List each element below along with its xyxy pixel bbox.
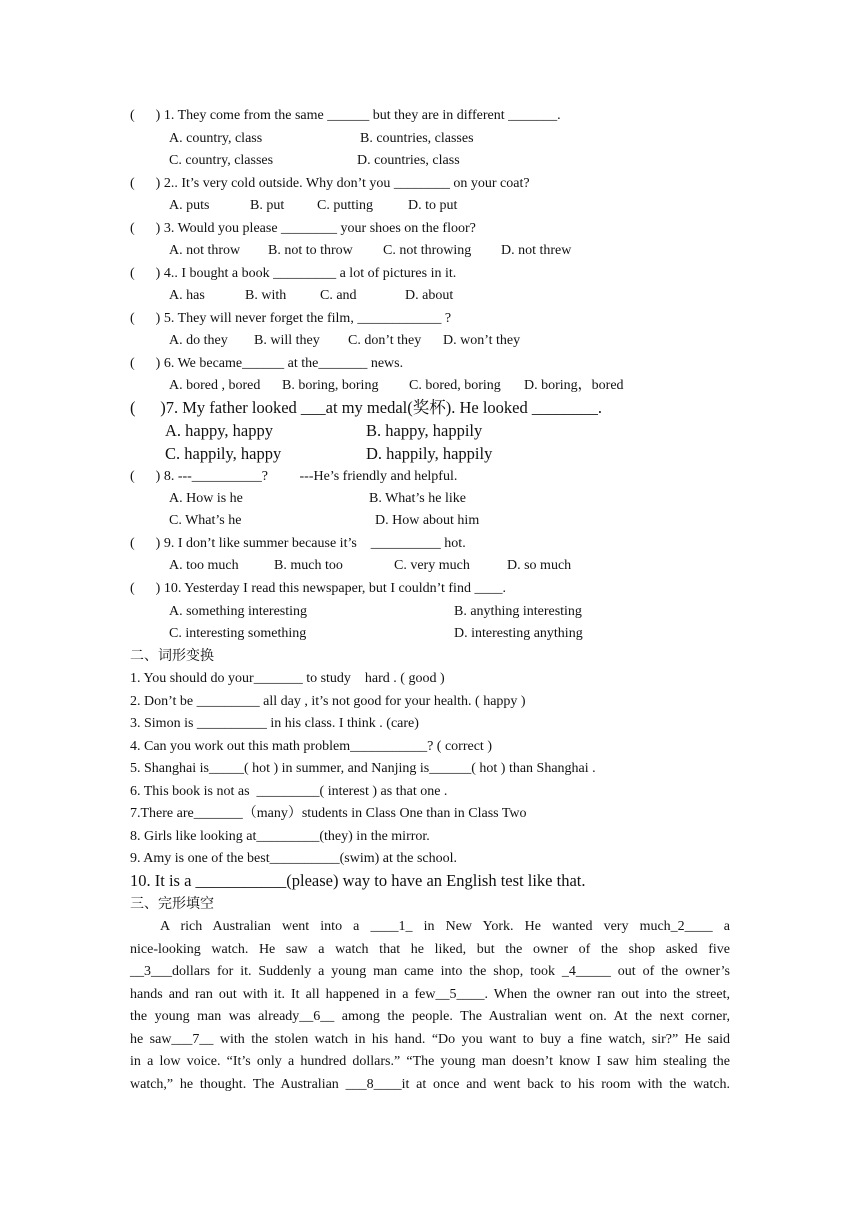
word-form-item-7: 7.There are_______（many）students in Class One than in Class Two bbox=[130, 806, 527, 821]
word-form-item-8: 8. Girls like looking at_________(they) in the mirror. bbox=[130, 829, 430, 844]
q3-option-a: A. not throw bbox=[169, 243, 241, 258]
q7-option-b: B. happy, happily bbox=[366, 421, 483, 440]
q8-option-d: D. How about him bbox=[375, 513, 480, 528]
question-7-stem: ( )7. My father looked ___at my medal(奖杯). He looked ________. bbox=[130, 398, 602, 417]
question-10-stem: ( ) 10. Yesterday I read this newspaper, but I couldn’t find ____. bbox=[130, 581, 506, 596]
q1-option-a: A. country, class bbox=[169, 131, 263, 146]
cloze-line-8: watch,” he thought. The Australian ___8____it at once and went back to his room with the watch. bbox=[130, 1077, 730, 1092]
q2-option-c: C. putting bbox=[317, 198, 374, 213]
q5-option-c: C. don’t they bbox=[348, 333, 422, 348]
q6-option-a: A. bored , bored bbox=[169, 378, 261, 393]
q9-option-c: C. very much bbox=[394, 558, 470, 573]
question-4-stem: ( ) 4.. I bought a book _________ a lot of pictures in it. bbox=[130, 266, 457, 281]
cloze-line-4: hands and ran out with it. It all happened in a few__5____. When the owner ran out into the street, bbox=[130, 987, 730, 1002]
q4-option-a: A. has bbox=[169, 288, 205, 303]
word-form-item-1: 1. You should do your_______ to study hard . ( good ) bbox=[130, 671, 445, 686]
q6-option-b: B. boring, boring bbox=[282, 378, 379, 393]
section-2-title: 二、词形变换 bbox=[130, 648, 214, 664]
question-2-stem: ( ) 2.. It’s very cold outside. Why don’t you ________ on your coat? bbox=[130, 176, 530, 191]
q5-option-a: A. do they bbox=[169, 333, 228, 348]
q10-option-c: C. interesting something bbox=[169, 626, 307, 641]
cloze-line-2: nice-looking watch. He saw a watch that he liked, but the owner of the shop asked five bbox=[130, 942, 730, 957]
q4-option-d: D. about bbox=[405, 288, 454, 303]
q10-option-b: B. anything interesting bbox=[454, 604, 582, 619]
q2-option-d: D. to put bbox=[408, 198, 458, 213]
q3-option-b: B. not to throw bbox=[268, 243, 353, 258]
q2-option-b: B. put bbox=[250, 198, 285, 213]
q3-option-d: D. not threw bbox=[501, 243, 572, 258]
question-3-stem: ( ) 3. Would you please ________ your shoes on the floor? bbox=[130, 221, 476, 236]
q10-option-a: A. something interesting bbox=[169, 604, 308, 619]
q7-option-c: C. happily, happy bbox=[165, 444, 282, 463]
q8-option-b: B. What’s he like bbox=[369, 491, 466, 506]
question-1-stem: ( ) 1. They come from the same ______ but they are in different _______. bbox=[130, 108, 561, 123]
q5-option-b: B. will they bbox=[254, 333, 320, 348]
q2-option-a: A. puts bbox=[169, 198, 210, 213]
q4-option-c: C. and bbox=[320, 288, 357, 303]
word-form-item-2: 2. Don’t be _________ all day , it’s not good for your health. ( happy ) bbox=[130, 694, 526, 709]
q5-option-d: D. won’t they bbox=[443, 333, 521, 348]
cloze-line-6: he saw___7__ with the stolen watch in his hand. “Do you want to buy a fine watch, sir?” He said bbox=[130, 1032, 730, 1047]
word-form-item-10: 10. It is a ___________(please) way to have an English test like that. bbox=[130, 871, 586, 890]
word-form-item-5: 5. Shanghai is_____( hot ) in summer, and Nanjing is______( hot ) than Shanghai . bbox=[130, 761, 596, 776]
question-9-stem: ( ) 9. I don’t like summer because it’s __________ hot. bbox=[130, 536, 466, 551]
cloze-line-3: __3___dollars for it. Suddenly a young man came into the shop, took _4_____ out of the owner’s bbox=[130, 964, 730, 979]
q8-option-c: C. What’s he bbox=[169, 513, 242, 528]
word-form-item-4: 4. Can you work out this math problem___________? ( correct ) bbox=[130, 739, 492, 754]
question-5-stem: ( ) 5. They will never forget the film, ____________ ? bbox=[130, 311, 452, 326]
q6-option-c: C. bored, boring bbox=[409, 378, 501, 393]
q9-option-b: B. much too bbox=[274, 558, 343, 573]
cloze-line-7: in a low voice. “It’s only a hundred dollars.” “The young man doesn’t know I saw him stealing the bbox=[130, 1054, 730, 1069]
q10-option-d: D. interesting anything bbox=[454, 626, 583, 641]
q1-option-b: B. countries, classes bbox=[360, 131, 474, 146]
q7-option-d: D. happily, happily bbox=[366, 444, 493, 463]
cloze-line-1: A rich Australian went into a ____1_ in New York. He wanted very much_2____ a bbox=[160, 919, 730, 934]
q1-option-d: D. countries, class bbox=[357, 153, 460, 168]
section-3-title: 三、完形填空 bbox=[130, 896, 214, 912]
q8-option-a: A. How is he bbox=[169, 491, 243, 506]
question-8-stem: ( ) 8. ---__________? ---He’s friendly and helpful. bbox=[130, 469, 458, 484]
cloze-line-5: the young man was already__6__ among the people. The Australian went on. At the next corner, bbox=[130, 1009, 730, 1024]
q7-option-a: A. happy, happy bbox=[165, 421, 273, 440]
word-form-item-9: 9. Amy is one of the best__________(swim) at the school. bbox=[130, 851, 458, 866]
q9-option-d: D. so much bbox=[507, 558, 572, 573]
q9-option-a: A. too much bbox=[169, 558, 239, 573]
q6-option-d: D. boring，bored bbox=[524, 378, 624, 393]
q3-option-c: C. not throwing bbox=[383, 243, 472, 258]
question-6-stem: ( ) 6. We became______ at the_______ news. bbox=[130, 356, 404, 371]
word-form-item-3: 3. Simon is __________ in his class. I think . (care) bbox=[130, 716, 419, 731]
word-form-item-6: 6. This book is not as _________( interest ) as that one . bbox=[130, 784, 448, 799]
q1-option-c: C. country, classes bbox=[169, 153, 274, 168]
q4-option-b: B. with bbox=[245, 288, 287, 303]
